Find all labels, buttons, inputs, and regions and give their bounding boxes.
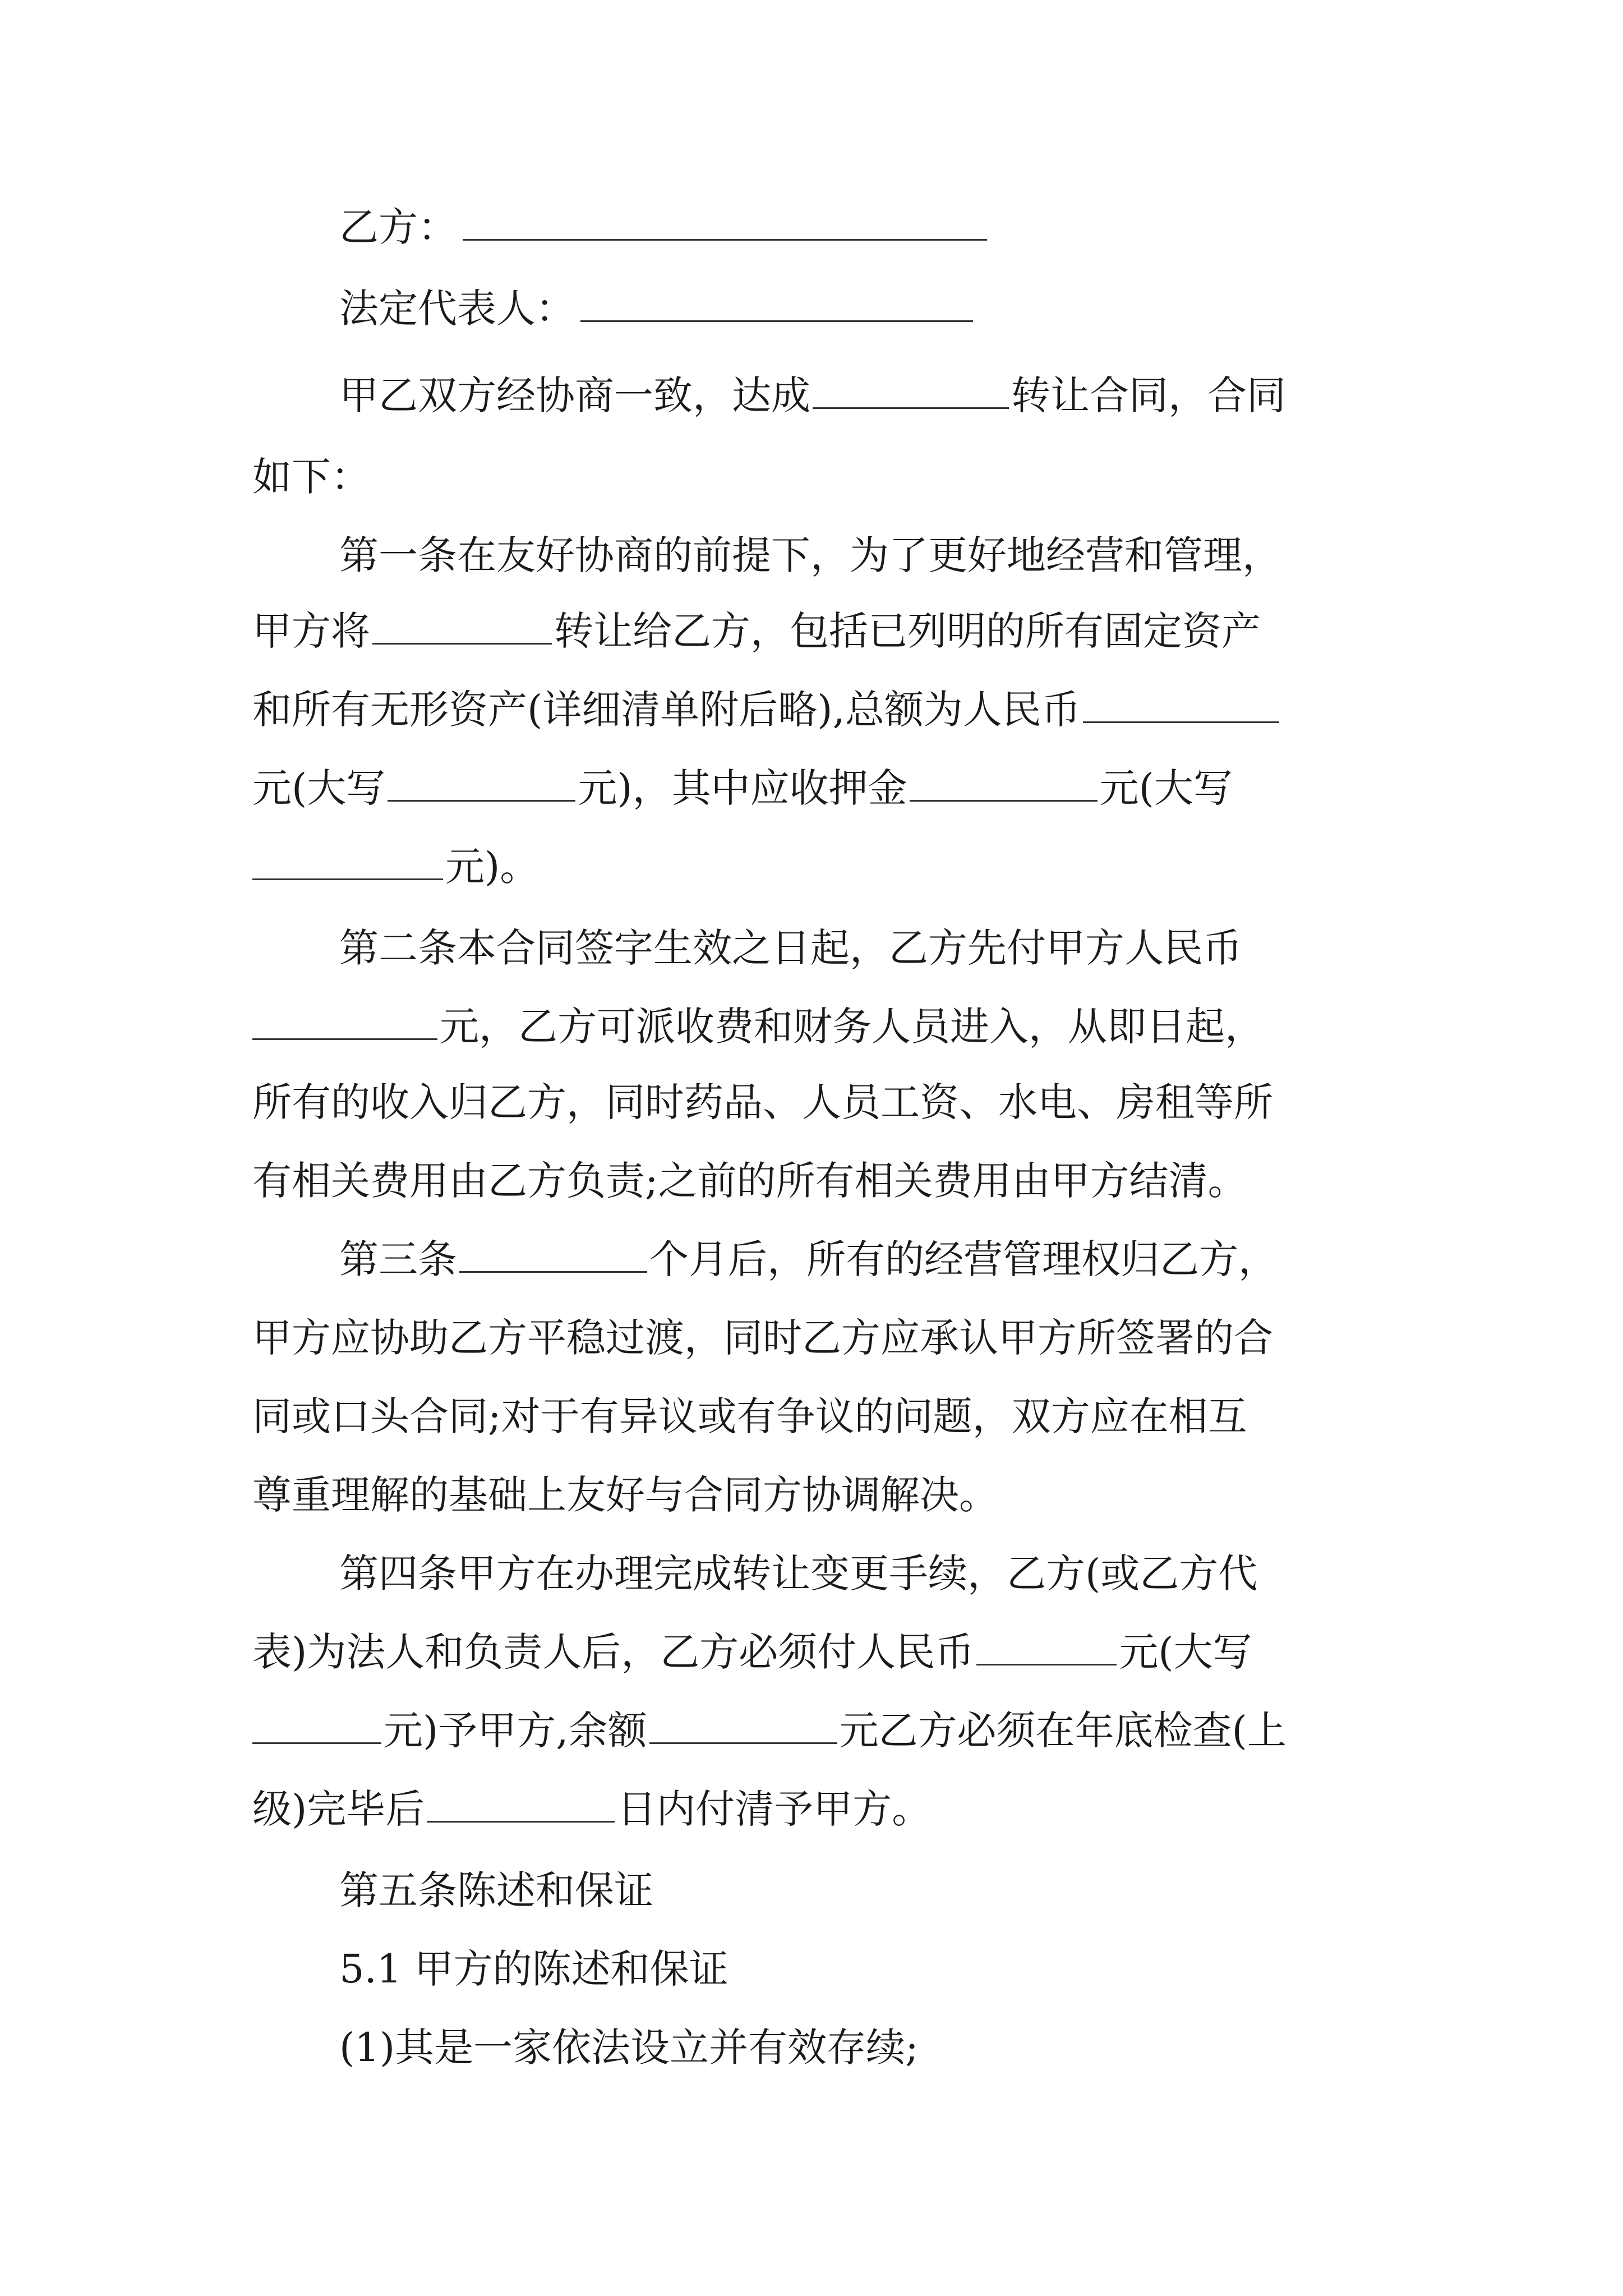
art1-line-2 bbox=[252, 603, 1374, 659]
art3-line-3 bbox=[252, 1388, 1374, 1444]
art2-text-2: 元，乙方可派收费和财务人员进入，从即日起， bbox=[440, 1004, 1264, 1050]
art5-sub1 bbox=[339, 1941, 1461, 1997]
art4-text-2a: 表)为法人和负责人后，乙方必须付人民币 bbox=[252, 1629, 975, 1675]
art1-text-3: 和所有无形资产(详细清单附后略),总额为人民币 bbox=[252, 687, 1081, 733]
intro-text-1: 甲乙双方经协商一致，达成 bbox=[339, 372, 810, 418]
legal-rep-line bbox=[339, 280, 1461, 337]
intro-text-2: 转让合同，合同 bbox=[1011, 372, 1286, 418]
party-b-blank[interactable] bbox=[463, 200, 987, 241]
art5-title bbox=[339, 1862, 1461, 1918]
art1-line-1 bbox=[339, 527, 1461, 583]
art4-text-1: 第四条甲方在办理完成转让变更手续，乙方(或乙方代 bbox=[339, 1550, 1258, 1596]
party-b-label: 乙方： bbox=[339, 204, 457, 250]
art5-item1-text: (1)其是一家依法设立并有效存续; bbox=[339, 2024, 919, 2070]
art1-text-1: 第一条在友好协商的前提下，为了更好地经营和管理， bbox=[339, 532, 1281, 578]
art5-item1 bbox=[339, 2019, 1461, 2076]
art2-text-4: 有相关费用由乙方负责;之前的所有相关费用由甲方结清。 bbox=[252, 1158, 1247, 1204]
art1-text-4b: 元)，其中应收押金 bbox=[578, 765, 907, 811]
art2-line-2 bbox=[252, 999, 1374, 1055]
art2-line-3 bbox=[252, 1074, 1374, 1130]
art5-sub1-text: 5.1 甲方的陈述和保证 bbox=[339, 1946, 728, 1992]
art4-line-4 bbox=[252, 1781, 1374, 1837]
art4-line-1 bbox=[339, 1545, 1461, 1602]
art4-text-4b: 日内付清予甲方。 bbox=[617, 1786, 932, 1832]
art1-text-4a: 元(大写 bbox=[252, 765, 386, 811]
art1-line-3 bbox=[252, 682, 1374, 738]
art1-text-2b: 转让给乙方，包括已列明的所有固定资产 bbox=[554, 608, 1261, 654]
art4-balance-blank[interactable] bbox=[649, 1703, 837, 1744]
art4-text-2b: 元(大写 bbox=[1119, 1629, 1252, 1675]
party-b-line bbox=[339, 199, 1461, 255]
intro-line-2 bbox=[252, 449, 1374, 505]
art3-months-blank[interactable] bbox=[459, 1232, 647, 1273]
art4-line-3 bbox=[252, 1703, 1374, 1759]
art1-text-2a: 甲方将 bbox=[252, 608, 370, 654]
art1-line-5 bbox=[252, 839, 1374, 895]
art1-total-blank[interactable] bbox=[1083, 682, 1279, 723]
art1-transfer-blank[interactable] bbox=[372, 604, 552, 645]
art1-deposit-words-blank[interactable] bbox=[252, 839, 443, 880]
art4-payment-words-blank[interactable] bbox=[252, 1703, 381, 1744]
art3-line-1 bbox=[339, 1231, 1461, 1287]
art3-text-1a: 第三条 bbox=[339, 1236, 457, 1282]
art1-text-4c: 元(大写 bbox=[1099, 765, 1233, 811]
art1-text-5: 元)。 bbox=[445, 844, 540, 890]
art1-deposit-blank[interactable] bbox=[910, 761, 1098, 802]
art1-total-words-blank[interactable] bbox=[388, 761, 575, 802]
art3-text-3: 同或口头合同;对于有异议或有争议的问题，双方应在相互 bbox=[252, 1393, 1247, 1439]
art3-text-1b: 个月后，所有的经营管理权归乙方， bbox=[649, 1236, 1278, 1282]
art5-title-text: 第五条陈述和保证 bbox=[339, 1867, 653, 1913]
art3-line-4 bbox=[252, 1467, 1374, 1523]
art3-text-2: 甲方应协助乙方平稳过渡，同时乙方应承认甲方所签署的合 bbox=[252, 1315, 1273, 1361]
art4-line-2 bbox=[252, 1624, 1374, 1680]
intro-blank[interactable] bbox=[813, 368, 1009, 409]
art2-prepay-blank[interactable] bbox=[252, 999, 437, 1040]
intro-line-1 bbox=[339, 367, 1461, 424]
art2-text-3: 所有的收入归乙方，同时药品、人员工资、水电、房租等所 bbox=[252, 1079, 1273, 1125]
art4-text-4a: 级)完毕后 bbox=[252, 1786, 425, 1832]
art4-text-3a: 元)予甲方,余额 bbox=[384, 1708, 647, 1754]
intro-text-3: 如下： bbox=[252, 454, 370, 500]
art2-text-1: 第二条本合同签字生效之日起，乙方先付甲方人民币 bbox=[339, 925, 1242, 971]
art4-text-3b: 元乙方必须在年底检查(上 bbox=[839, 1708, 1287, 1754]
art2-line-1 bbox=[339, 920, 1461, 976]
legal-rep-label: 法定代表人： bbox=[339, 286, 575, 332]
art3-text-4: 尊重理解的基础上友好与合同方协调解决。 bbox=[252, 1472, 998, 1518]
legal-rep-blank[interactable] bbox=[580, 281, 973, 322]
art4-payment-blank[interactable] bbox=[976, 1625, 1117, 1665]
art3-line-2 bbox=[252, 1310, 1374, 1366]
art1-line-4 bbox=[252, 760, 1374, 816]
art4-days-blank[interactable] bbox=[427, 1782, 615, 1823]
art2-line-4 bbox=[252, 1153, 1374, 1209]
